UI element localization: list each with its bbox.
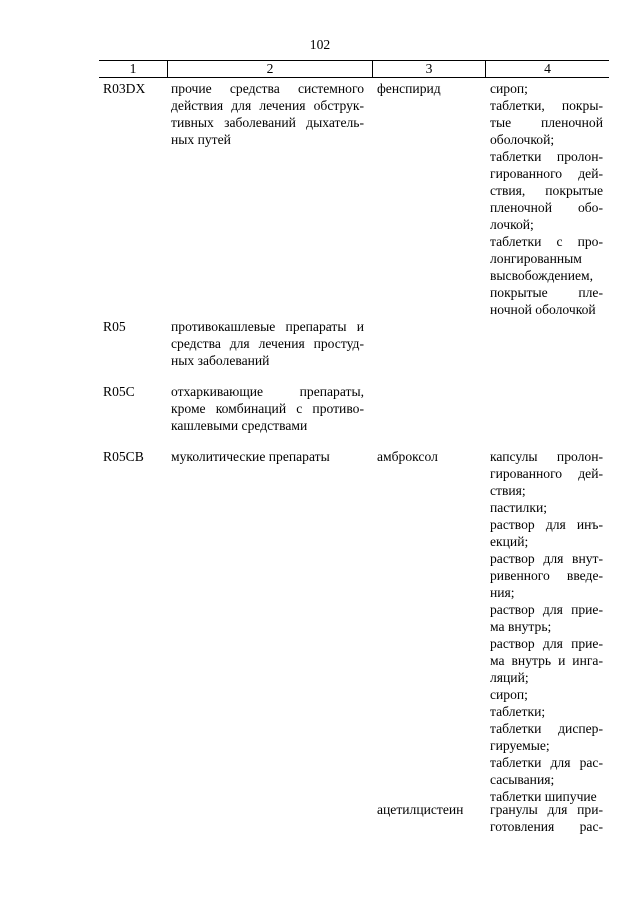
header-col-2: 2 <box>266 61 274 76</box>
description-line: тивных заболеваний дыхатель- <box>171 115 364 130</box>
form-line: раствор для прие- <box>490 636 603 651</box>
form-line: раствор для внут- <box>490 551 603 566</box>
table-header <box>99 60 609 78</box>
form-line: гируемые; <box>490 738 550 753</box>
form-line: сасывания; <box>490 772 555 787</box>
form-line: гированного дей- <box>490 166 603 181</box>
form-line: ма внутрь и инга- <box>490 653 603 668</box>
form-line: таблетки пролон- <box>490 149 603 164</box>
atc-code: R03DX <box>103 81 146 96</box>
form-line: ствия; <box>490 483 526 498</box>
form-line: гированного дей- <box>490 466 603 481</box>
group-description <box>171 318 364 369</box>
form-line: раствор для прие- <box>490 602 603 617</box>
header-col-1: 1 <box>129 61 137 76</box>
group-description <box>171 80 364 148</box>
form-line: таблетки с про- <box>490 234 603 249</box>
dosage-forms <box>490 80 603 318</box>
form-line: раствор для инъ- <box>490 517 603 532</box>
form-line: покрытые пле- <box>490 285 603 300</box>
drug-name: амброксол <box>377 449 438 464</box>
description-line: прочие средства системного <box>171 81 364 96</box>
page-number: 102 <box>309 37 331 52</box>
form-line: лочкой; <box>490 217 534 232</box>
atc-code: R05C <box>103 384 135 399</box>
form-line: ма внутрь; <box>490 619 552 634</box>
form-line: оболочкой; <box>490 132 555 147</box>
atc-code: R05 <box>103 319 126 334</box>
form-line: капсулы пролон- <box>490 449 603 464</box>
description-line: муколитические препараты <box>171 449 330 464</box>
drug-name: фенспирид <box>377 81 441 96</box>
form-line: тые пленочной <box>490 115 603 130</box>
form-line: ривенного введе- <box>490 568 603 583</box>
header-col-3: 3 <box>425 61 433 76</box>
dosage-forms <box>490 448 603 805</box>
form-line: таблетки; <box>490 704 546 719</box>
atc-code: R05CB <box>103 449 144 464</box>
form-line: сироп; <box>490 687 528 702</box>
description-line: ных путей <box>171 132 231 147</box>
header-col-4: 4 <box>544 61 551 76</box>
description-line: отхаркивающие препараты, <box>171 384 364 399</box>
form-line: ляций; <box>490 670 529 685</box>
drug-name: ацетилцистеин <box>377 802 464 817</box>
form-line: таблетки шипучие <box>490 789 597 804</box>
group-description <box>171 448 364 465</box>
description-line: противокашлевые препараты и <box>171 319 364 334</box>
form-line: ния; <box>490 585 515 600</box>
form-line: ствия, покрытые <box>490 183 603 198</box>
form-line: пленочной обо- <box>490 200 603 215</box>
form-line: таблетки, покры- <box>490 98 603 113</box>
form-line: ночной оболочкой <box>490 302 596 317</box>
description-line: кашлевыми средствами <box>171 418 308 433</box>
description-line: действия для лечения обструк- <box>171 98 364 113</box>
dosage-forms <box>490 801 603 835</box>
form-line: высвобождением, <box>490 268 594 283</box>
group-description <box>171 383 364 434</box>
form-line: готовления рас- <box>490 819 603 834</box>
form-line: сироп; <box>490 81 528 96</box>
form-line: екций; <box>490 534 529 549</box>
form-line: пастилки; <box>490 500 547 515</box>
description-line: кроме комбинаций с противо- <box>171 401 364 416</box>
description-line: ных заболеваний <box>171 353 270 368</box>
form-line: гранулы для при- <box>490 802 603 817</box>
form-line: лонгированным <box>490 251 582 266</box>
form-line: таблетки для рас- <box>490 755 603 770</box>
description-line: средства для лечения простуд- <box>171 336 364 351</box>
form-line: таблетки диспер- <box>490 721 603 736</box>
